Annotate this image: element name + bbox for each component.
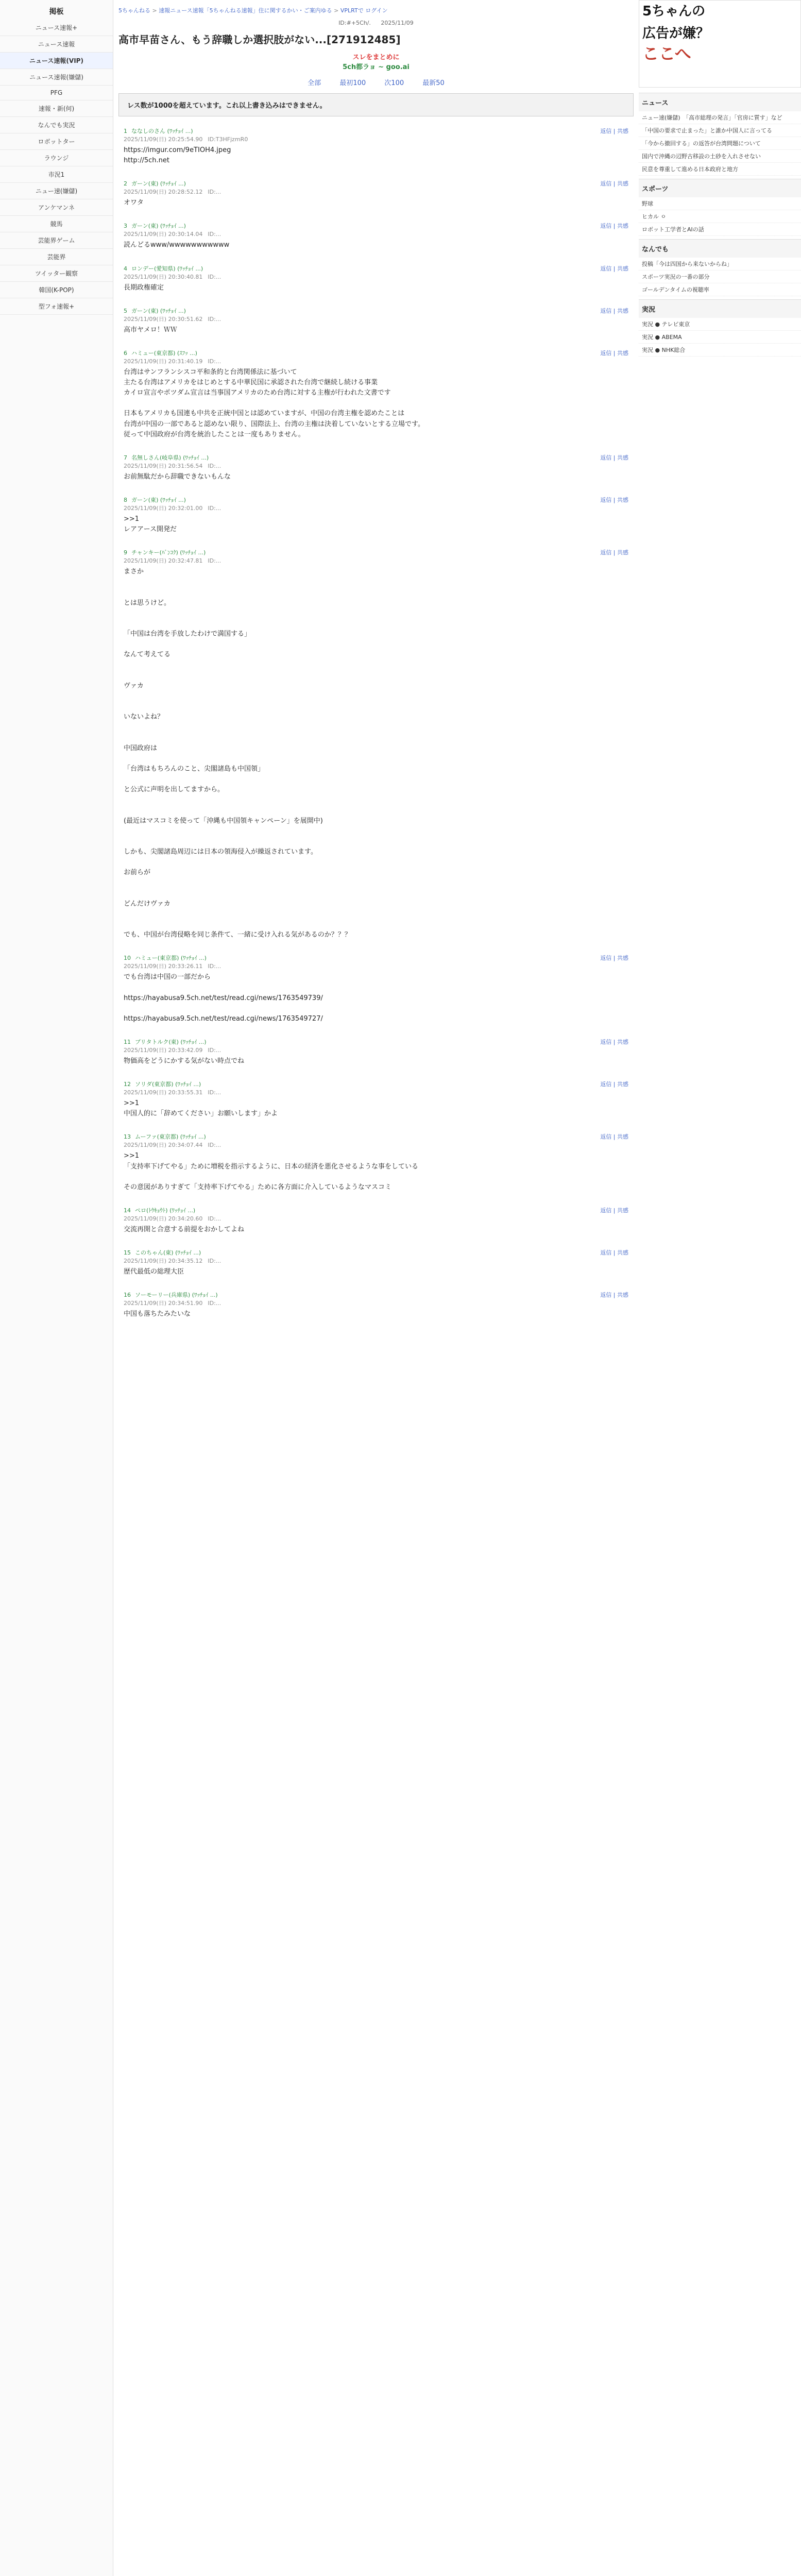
right-column [639,93,801,360]
right-section-item[interactable]: ロボット工学者とAIの話 [639,223,801,236]
nav-item[interactable]: ニュース速報+ [0,20,113,36]
post-name: ソリダ(東京都) (ﾜｯﾁｮｲ ...) [135,1081,201,1088]
post-number[interactable]: 8 [124,496,127,503]
post-controls[interactable]: 返信 | 共感 [600,1133,628,1141]
post-controls[interactable]: 返信 | 共感 [600,1292,628,1299]
nav-item[interactable]: 韓国(K-POP) [0,282,113,298]
right-section-item[interactable]: 民意を尊重して進める日本政府と地方 [639,163,801,176]
post-controls[interactable]: 返信 | 共感 [600,1207,628,1214]
post-date: 2025/11/09(日) 20:34:07.44 [124,1142,203,1149]
post-name: ペロ(ﾄｳｷｮｳﾄ) (ﾜｯﾁｮｲ ...) [135,1207,196,1214]
post-header [124,453,628,470]
post-name: ムーファ(東京都) (ﾜｯﾁｮｲ ...) [135,1133,206,1141]
ad-line1: 5ちゃんの [642,4,706,19]
post-number[interactable]: 7 [124,454,127,461]
post-number[interactable]: 15 [124,1249,131,1257]
post-name: ハミュー(東京都) (ﾜｯﾁｮｲ ...) [135,955,207,962]
post-header-left [124,1248,221,1265]
nav-item[interactable]: 市況1 [0,166,113,183]
post-body: 物価高をどうにかする気がない時点でね [124,1057,245,1065]
post-number[interactable]: 6 [124,349,127,357]
post-meta [124,1088,221,1096]
post-date: 2025/11/09(日) 20:30:40.81 [124,273,203,280]
right-section [639,299,801,357]
post-id[interactable]: ID:... [208,557,221,565]
right-section [639,179,801,236]
post-body: 歴代最低の総理大臣 [124,1268,184,1276]
post-id[interactable]: ID:... [208,462,221,469]
post-name: チャンキー(ﾊﾞﾝｺｸ) (ﾜｯﾁｮｲ ...) [131,549,206,556]
post [118,1076,634,1125]
dateline-a: ID:#+5Ch/. [338,20,371,26]
post-header-left [124,349,221,365]
thread-sub [118,52,634,71]
post-meta [124,1299,221,1307]
post-meta [124,462,221,470]
post-header [124,1038,628,1054]
dateline-b: 2025/11/09 [381,20,414,26]
post-number[interactable]: 14 [124,1207,131,1214]
post-date: 2025/11/09(日) 20:34:35.12 [124,1258,203,1265]
ad-panel[interactable] [639,0,801,88]
post-name: ガーン(東) (ﾜｯﾁｮｲ ...) [131,496,186,503]
post-id[interactable]: ID:... [208,1142,221,1149]
post-date: 2025/11/09(日) 20:30:51.62 [124,315,203,323]
post-name: 名無しさん(岐阜県) (ﾜｯﾁｮｲ ...) [131,454,209,461]
post-header-left [124,127,248,143]
post-name: ななしのさん (ﾜｯﾁｮｲ ...) [131,128,193,134]
post-name: ソーモーリー(兵庫県) (ﾜｯﾁｮｲ ...) [135,1292,218,1299]
post-header [124,954,628,970]
post-meta [124,273,221,281]
post-header-left [124,1132,221,1149]
post-date: 2025/11/09(日) 20:32:47.81 [124,557,203,565]
pager-first100[interactable]: 最初100 [339,79,366,87]
right-section-item[interactable]: ニュー速(嫌儲) 「高市総理の発言」「官房に質す」など [639,111,801,124]
post-header [124,1080,628,1096]
nav-item[interactable]: ニュース速報 [0,36,113,53]
breadcrumb [118,6,634,14]
post-body: でも台湾は中国の一部だから https://hayabusa9.5ch.net/test/read.cgi/news/1763549739/ https://hayabusa9.5ch.net/test/read.cgi/news/1763549727/ [124,973,323,1023]
post-header-left [124,954,221,970]
right-section-title: スポーツ [639,179,801,197]
ad-line2: 広告が嫌？ [642,26,710,42]
post-id[interactable]: ID:... [208,315,221,323]
post [118,950,634,1030]
post-header-left [124,496,221,512]
right-section [639,93,801,176]
dateline [118,20,634,26]
post-meta [124,1046,221,1054]
post-name: ロンデー(愛知県) (ﾜｯﾁｮｲ ...) [131,265,203,272]
post-name: ハミュー(東京都) (ｽﾌｯ ...) [131,349,197,357]
post-body: 長期政権確定 [124,283,164,292]
right-section-item[interactable]: 投稿「今は四国から来ないからね」 [639,258,801,270]
post [118,175,634,214]
nav-item[interactable]: 速報・新(何) [0,100,113,117]
post-body: オワタ [124,199,144,207]
post-id[interactable]: ID:... [208,1300,221,1307]
right-section-item[interactable]: 「中国の要求で止まった」と誰か中国人に言ってる [639,124,801,137]
nav-item[interactable]: 芸能界 [0,249,113,265]
ad-line3: ここへ [642,43,691,63]
crumb-sep: > [334,7,340,14]
post-date: 2025/11/09(日) 20:31:40.19 [124,358,203,365]
post-controls[interactable]: 返信 | 共感 [600,128,628,134]
nav-item[interactable]: 芸能界ゲーム [0,232,113,249]
right-section-item[interactable]: 実況 ● ABEMA [639,331,801,344]
post-name: ガーン(東) (ﾜｯﾁｮｲ ...) [131,180,186,188]
post-meta [124,315,221,323]
post-controls[interactable]: 返信 | 共感 [600,307,628,314]
post-header-left [124,1291,221,1307]
main-column [118,0,634,2576]
post-id[interactable]: ID:T3HFjzmR0 [208,136,248,143]
post-id[interactable]: ID:... [208,504,221,512]
post [118,345,634,446]
crumb-link-3[interactable]: VPLRTで ログイン [340,7,388,14]
post-number[interactable]: 10 [124,955,131,962]
post-header [124,127,628,143]
nav-item[interactable]: ロボットター [0,133,113,150]
post-header [124,307,628,323]
post-name: ガーン(東) (ﾜｯﾁｮｲ ...) [131,223,186,230]
crumb-sep: > [152,7,159,14]
post-body: お前無駄だから辞職できないもんな [124,472,231,481]
right-section-item[interactable]: スポーツ実況の一番の部分 [639,270,801,283]
post-date: 2025/11/09(日) 20:33:42.09 [124,1047,203,1054]
post-body: >>1 中国人的に「辞めてください」お願いします」かよ [124,1099,278,1118]
post-controls[interactable]: 返信 | 共感 [600,180,628,188]
post-meta [124,230,221,238]
nav-item[interactable]: なんでも実況 [0,117,113,133]
post-header-left [124,179,221,196]
post-meta [124,1214,221,1223]
thread-sub-red: スレをまとめに [352,54,400,61]
right-section-title: ニュース [639,93,801,111]
post-controls[interactable]: 返信 | 共感 [600,1039,628,1046]
nav-item[interactable]: PFG [0,86,113,100]
post-controls[interactable]: 返信 | 共感 [600,454,628,461]
post-number[interactable]: 4 [124,265,127,272]
post [118,1286,634,1326]
post-header-left [124,264,221,281]
pager-latest50[interactable]: 最新50 [422,79,445,87]
post-date: 2025/11/09(日) 20:33:55.31 [124,1089,203,1096]
post [118,217,634,257]
post-meta [124,962,221,970]
post-meta [124,188,221,196]
post-meta [124,357,221,365]
post-controls[interactable]: 返信 | 共感 [600,223,628,230]
post-header [124,179,628,196]
thread-alert: レス数が1000を超えています。これ以上書き込みはできません。 [118,93,634,116]
pager-next100[interactable]: 次100 [384,79,404,87]
post-date: 2025/11/09(日) 20:34:51.90 [124,1300,203,1307]
post-name: このちゃん(東) (ﾜｯﾁｮｲ ...) [135,1249,201,1257]
post-controls[interactable]: 返信 | 共感 [600,1081,628,1088]
nav-title: 掲板 [49,8,64,16]
post-body: まさか とは思うけど。 「中国は台湾を手放したわけで満国する」 なんて考えてる ヴァカ いないよね？ 中国政府は 「台湾はもちろんのこと、尖閣諸島も中国領」 と公式に声明を出してますから。 (最近はマスコミを使って「沖縄も中国領キャンペーン」を展開中) しかも、尖閣諸島周辺には日本の領海侵入が繰返されています。 お前らが どんだけヴァカ でも、中国が台湾侵略を同じ条件て、一緒に受け入れる気があるのか？？？ [124,568,351,939]
right-section-item[interactable]: 実況 ● NHK総合 [639,344,801,357]
nav-item[interactable]: ニュース速報(VIP) [0,53,113,69]
right-section-item[interactable]: 「今から撤回する」の返答が台湾問題について [639,137,801,150]
post [118,1033,634,1073]
post-number[interactable]: 2 [124,180,127,188]
post-body: >>1 レアアース開発だ [124,515,177,534]
post-meta [124,1257,221,1265]
post-header [124,1291,628,1307]
post-date: 2025/11/09(日) 20:28:52.12 [124,189,203,196]
nav-item[interactable]: ツイッター観察 [0,265,113,282]
post-date: 2025/11/09(日) 20:33:26.11 [124,963,203,970]
post-controls[interactable]: 返信 | 共感 [600,265,628,272]
post-controls[interactable]: 返信 | 共感 [600,496,628,503]
post-header [124,496,628,512]
post-controls[interactable]: 返信 | 共感 [600,349,628,357]
thread-pager [118,77,634,87]
post-header [124,1248,628,1265]
post-meta [124,135,248,143]
post-controls[interactable]: 返信 | 共感 [600,955,628,962]
post [118,1128,634,1199]
post-date: 2025/11/09(日) 20:34:20.60 [124,1215,203,1222]
post-id[interactable]: ID:... [208,358,221,365]
right-section [639,239,801,296]
right-section-item[interactable]: ヒカル ㅇ [639,210,801,223]
post-header-left [124,453,221,470]
post-id[interactable]: ID:... [208,189,221,196]
nav-list [0,20,113,315]
post-meta [124,504,221,512]
post-number[interactable]: 5 [124,307,127,314]
post-header [124,1206,628,1223]
post-body: >>1 「支持率下げてやる」ために増税を指示するように、日本の経済を悪化させるような事をしている その意図がありすぎて「支持率下げてやる」ために各方面に介入しているようなマスコミ [124,1152,419,1191]
nav-item[interactable]: 競馬 [0,216,113,232]
post-header [124,1132,628,1149]
post-body: 交流再開と合意する前提をおかしてよね [124,1226,245,1233]
post-name: ガーン(東) (ﾜｯﾁｮｲ ...) [131,307,186,314]
right-section-title: 実況 [639,300,801,318]
post-header [124,349,628,365]
post [118,260,634,299]
nav-item[interactable]: ニュース速報(嫌儲) [0,69,113,86]
post-header-left [124,1038,221,1054]
nav-item[interactable]: ラウンジ [0,150,113,166]
post-date: 2025/11/09(日) 20:30:14.04 [124,231,203,238]
post-name: ブリタトルク(東) (ﾜｯﾁｮｲ ...) [135,1039,207,1046]
post-number[interactable]: 11 [124,1039,131,1046]
crumb-link-2[interactable]: 速報ニュース速報「5ちゃんねる速報」住に関するかい・ご案内ゆる [159,7,332,14]
post-number[interactable]: 3 [124,223,127,230]
right-section-item[interactable]: 実況 ● テレビ東京 [639,318,801,331]
post-id[interactable]: ID:... [208,1047,221,1054]
post [118,1244,634,1283]
thread-title: 高市早苗さん、もう辞職しか選択肢がない...[271912485] [118,33,401,46]
post [118,492,634,541]
post-meta [124,556,221,565]
right-section-item[interactable]: 野球 [639,197,801,210]
post [118,544,634,946]
right-section-item[interactable]: ゴールデンタイムの視聴率 [639,283,801,296]
post-body: https://imgur.com/9eTIOH4.jpeg http://5ch.net [124,146,231,165]
post-number[interactable]: 13 [124,1133,131,1141]
post-header [124,548,628,565]
right-section-item[interactable]: 国内で沖縄の辺野古移設の土砂を入れさせない [639,150,801,163]
post-header [124,222,628,238]
post-body: 中国も落ちたみたいな [124,1310,191,1318]
post-body: 高市ヤメロ！ＷＷ [124,326,177,334]
post-date: 2025/11/09(日) 20:25:54.90 [124,136,203,143]
post-body: 台湾はサンフランシスコ平和条約と台湾関係法に基づいて 主たる台湾はアメリカをはじめとする中華民国に承認された台湾で継続し続ける事業 カイロ宣言やポツダム宣言は当事国アメリカのため台湾に対する主権が行われた文書です 日本もアメリカも国連も中共を正統中国とは認めていますが、中国の台湾主権を認めたことは 台湾が中国の一部であると認めない限り、国際法上、台湾の主権は決着していないとする立場です。 従って中国政府が台湾を統治したことは一度もありません。 [124,368,424,438]
post [118,302,634,342]
post-header-left [124,548,221,565]
post-id[interactable]: ID:... [208,231,221,238]
nav-item[interactable]: 型フォ速報+ [0,298,113,315]
post-number[interactable]: 16 [124,1292,131,1299]
nav-item[interactable]: ニュー速(嫌儲) [0,183,113,199]
post [118,123,634,172]
post-body: 読んどるwww/wwwwwwwwwww [124,241,230,249]
post-id[interactable]: ID:... [208,1215,221,1222]
nav-item[interactable]: アンケマンネ [0,199,113,216]
post-controls[interactable]: 返信 | 共感 [600,1249,628,1257]
pager-all[interactable]: 全部 [308,79,321,87]
post-number[interactable]: 1 [124,128,127,134]
post [118,449,634,488]
post-id[interactable]: ID:... [208,273,221,280]
post-number[interactable]: 9 [124,549,127,556]
post-header-left [124,1206,221,1223]
post-id[interactable]: ID:... [208,1258,221,1265]
post-id[interactable]: ID:... [208,963,221,970]
right-section-title: なんでも [639,240,801,258]
posts-list [118,123,634,1326]
crumb-link-1[interactable]: 5ちゃんねる [118,7,150,14]
post-meta [124,1141,221,1149]
post-id[interactable]: ID:... [208,1089,221,1096]
post-header-left [124,222,221,238]
post-controls[interactable]: 返信 | 共感 [600,549,628,556]
thread-sub-green[interactable]: 5ch都ラョ ~ goo.ai [343,63,410,71]
post-header-left [124,307,221,323]
left-nav [0,0,113,2576]
post-header-left [124,1080,221,1096]
post-header [124,264,628,281]
post-number[interactable]: 12 [124,1081,131,1088]
post [118,1202,634,1241]
post-date: 2025/11/09(日) 20:31:56.54 [124,462,203,469]
post-date: 2025/11/09(日) 20:32:01.00 [124,504,203,512]
